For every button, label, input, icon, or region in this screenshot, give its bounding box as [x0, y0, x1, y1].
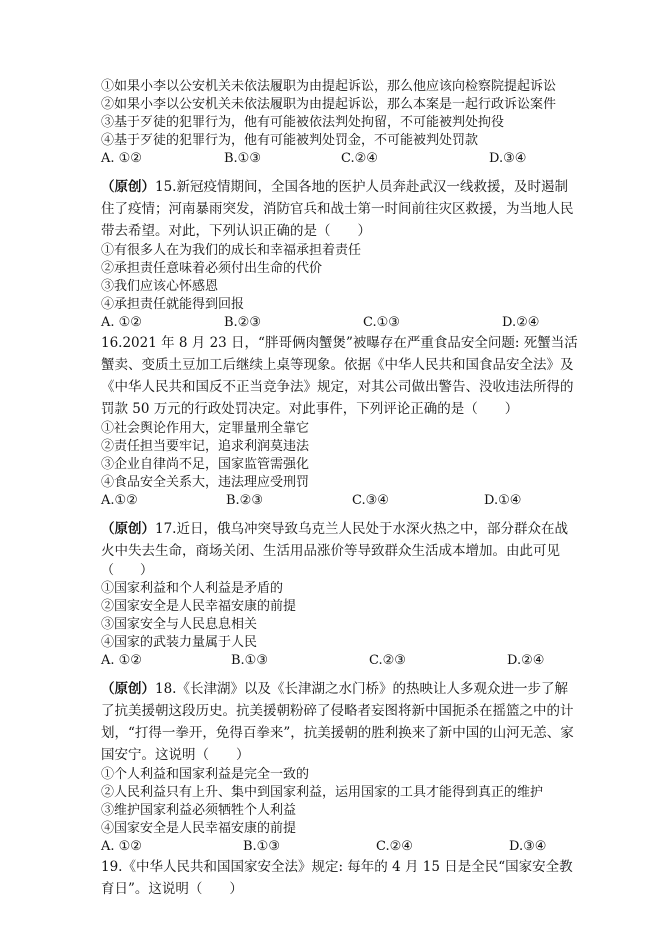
option-c: C.②④ — [341, 151, 378, 166]
statement: ①国家利益和个人利益是矛盾的 — [101, 581, 284, 596]
statement: ③基于歹徒的犯罪行为，他有可能被依法判处拘留，不可能被判处拘役 — [101, 115, 505, 130]
statement: ④食品安全关系大，违法理应受刑罚 — [101, 475, 310, 490]
answer-options — [101, 492, 571, 510]
option-a: A. ①② — [101, 653, 142, 668]
statement: ②国家安全是人民幸福安康的前提 — [101, 599, 297, 614]
statement: ②人民利益只有上升、集中到国家利益，运用国家的工具才能得到真正的维护 — [101, 785, 544, 800]
statement: ①如果小李以公安机关未依法履职为由提起诉讼，那么他应该向检察院提起诉讼 — [101, 79, 557, 94]
statement: ④承担责任就能得到回报 — [101, 297, 245, 312]
statement: ③我们应该心怀感恩 — [101, 279, 219, 294]
option-a: A. ①② — [101, 839, 142, 854]
answer-options — [101, 314, 571, 332]
answer-options — [101, 838, 571, 856]
question-stem: 划，“打得一拳开，免得百拳来”，抗美援朝的胜利换来了新中国的山河无恙、家 — [101, 725, 574, 741]
statement: ①个人利益和国家利益是完全一致的 — [101, 767, 310, 782]
answer-options — [101, 150, 571, 168]
option-d: D.②④ — [507, 653, 545, 668]
question-16 — [101, 332, 578, 510]
statement: ④国家的武装力量属于人民 — [101, 635, 258, 650]
option-a: A. ①② — [101, 315, 142, 330]
question-stem: 16.2021 年 8 月 23 日，“胖哥俩肉蟹煲”被曝存在严重食品安全问题: 死蟹当活 — [101, 335, 578, 351]
question-stem: 罚款 50 万元的行政处罚决定。对此事件，下列评论正确的是（ ） — [101, 401, 519, 417]
option-d: D.②④ — [502, 315, 540, 330]
exam-page — [101, 78, 578, 900]
question-stem: 19.《中华人民共和国国家安全法》规定: 每年的 4 月 15 日是全民“国家安全教 — [101, 859, 573, 875]
statement: ④基于歹徒的犯罪行为，他有可能被判处罚金，不可能被判处罚款 — [101, 133, 479, 148]
question-15 — [101, 176, 574, 332]
original-tag: （原创） — [101, 681, 155, 697]
option-b: B.①③ — [231, 653, 268, 668]
question-stem: 带去希望。对此，下列认识正确的是（ ） — [101, 223, 371, 239]
option-d: D.③④ — [509, 839, 547, 854]
original-tag: （原创） — [101, 521, 155, 537]
answer-options — [101, 652, 571, 670]
option-c: C.①③ — [363, 315, 400, 330]
option-c: C.③④ — [352, 493, 389, 508]
option-a: A.①② — [101, 493, 138, 508]
original-tag: （原创） — [101, 179, 155, 195]
statement: ②承担责任意味着必须付出生命的代价 — [101, 261, 323, 276]
statement: ①有很多人在为我们的成长和幸福承担着责任 — [101, 243, 362, 258]
question-stem: 蟹卖、变质土豆加工后继续上桌等现象。依据《中华人民共和国食品安全法》及 — [101, 357, 574, 373]
statement: ②如果小李以公安机关未依法履职为由提起诉讼，那么本案是一起行政诉讼案件 — [101, 97, 557, 112]
option-b: B.①③ — [243, 839, 280, 854]
question-stem: 火中失去生命，商场关闭、生活用品涨价等导致群众生活成本增加。由此可见 — [101, 543, 560, 559]
question-stem: 国安宁。这说明（ ） — [101, 747, 250, 763]
option-b: B.①③ — [224, 151, 261, 166]
statement: ②责任担当要牢记，追求利润莫违法 — [101, 439, 310, 454]
statement: ③维护国家利益必须牺牲个人利益 — [101, 803, 297, 818]
question-19 — [101, 856, 571, 900]
option-c: C.②④ — [376, 839, 413, 854]
question-stem: 育日”。这说明（ ） — [101, 881, 243, 897]
question-stem: 17.近日，俄乌冲突导致乌克兰人民处于水深火热之中，部分群众在战 — [155, 521, 568, 537]
statement: ③国家安全与人民息息相关 — [101, 617, 258, 632]
question-stem: 18.《长津湖》以及《长津湖之水门桥》的热映让人多观众进一步了解 — [155, 681, 568, 697]
statement: ③企业自律尚不足，国家监管需强化 — [101, 457, 310, 472]
question-stem: 住了疫情；河南暴雨突发，消防官兵和战士第一时间前往灾区救援，为当地人民 — [101, 201, 574, 217]
statement: ①社会舆论作用大，定罪量刑全靠它 — [101, 421, 310, 436]
option-d: D.③④ — [489, 151, 527, 166]
statement: ④国家安全是人民幸福安康的前提 — [101, 821, 297, 836]
option-d: D.①④ — [484, 493, 522, 508]
question-14 — [101, 78, 571, 168]
option-b: B.②③ — [226, 493, 263, 508]
option-b: B.②③ — [224, 315, 261, 330]
question-stem: （ ） — [101, 563, 154, 578]
option-c: C.②③ — [369, 653, 406, 668]
question-stem: 15.新冠疫情期间，全国各地的医护人员奔赴武汉一线救援，及时遏制 — [155, 179, 568, 195]
option-a: A. ①② — [101, 151, 142, 166]
question-stem: 《中华人民共和国反不正当竞争法》规定，对其公司做出警告、没收违法所得的 — [101, 379, 574, 395]
question-17 — [101, 518, 571, 670]
question-stem: 了抗美援朝这段历史。抗美援朝粉碎了侵略者妄图将新中国扼杀在摇篮之中的计 — [101, 703, 574, 719]
question-18 — [101, 678, 574, 856]
